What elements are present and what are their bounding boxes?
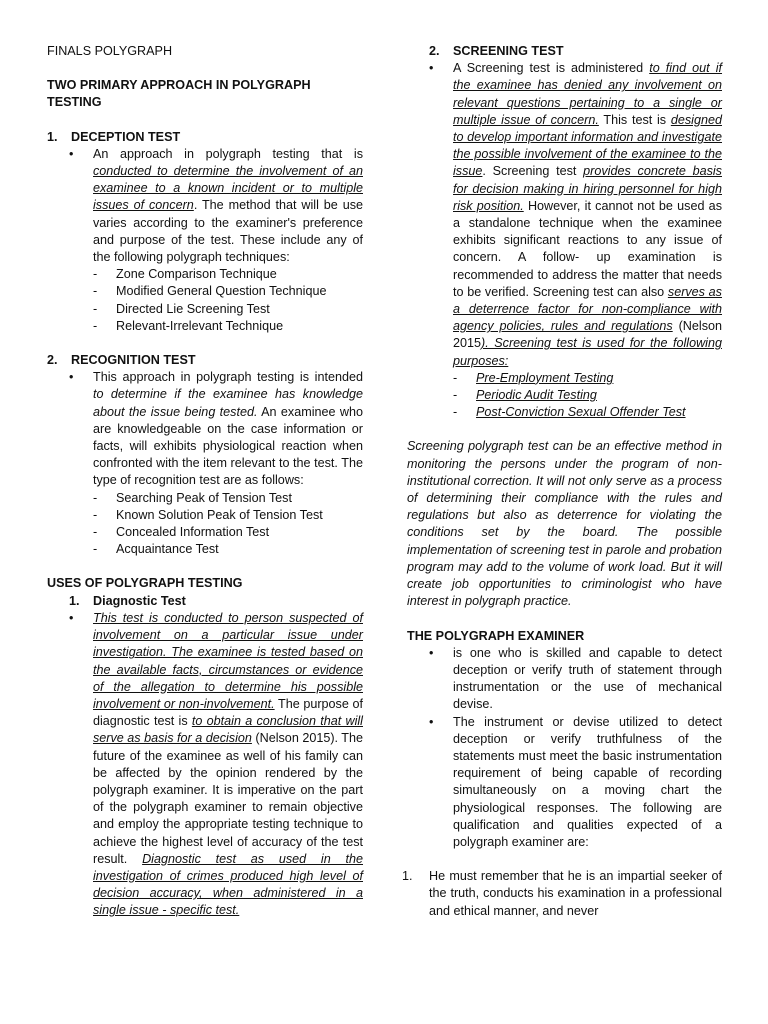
recognition-type-item: - Known Solution Peak of Tension Test bbox=[93, 507, 323, 522]
purpose-item: - Pre-Employment Testing bbox=[453, 370, 614, 385]
examiner-bullet: • is one who is skilled and capable to detect deception or verify truth of statement through instrumentation or the use of mechanical devise. bbox=[429, 645, 722, 712]
deception-test-heading: 1. DECEPTION TEST bbox=[47, 129, 181, 144]
recognition-test-heading: 2. RECOGNITION TEST bbox=[47, 353, 196, 368]
technique-item: - Zone Comparison Technique bbox=[93, 267, 277, 282]
recognition-type-item: - Concealed Information Test bbox=[93, 525, 270, 540]
uses-heading: USES OF POLYGRAPH TESTING bbox=[47, 576, 243, 591]
technique-item: - Directed Lie Screening Test bbox=[93, 301, 270, 316]
screening-paragraph: Screening polygraph test can be an effective method in monitoring the persons under the program of non-institutional correction. It will not only serve as a process of determining their compliance with the rules and regulations but also as deterrence for violating the conditions set by the board. The possible implementation of screening test in parole and probation program may add to the volume of work load. But it will create job opportunities to criminologist who have interest in polygraph practice. bbox=[407, 439, 722, 609]
right-column bbox=[402, 43, 723, 920]
examiner-heading: THE POLYGRAPH EXAMINER bbox=[407, 628, 585, 643]
screening-test-heading: 2. SCREENING TEST bbox=[429, 44, 564, 58]
bullet-icon: • bbox=[429, 645, 434, 660]
main-heading: TWO PRIMARY APPROACH IN POLYGRAPH TESTING bbox=[47, 78, 311, 110]
bullet-icon: • bbox=[429, 714, 434, 729]
diagnostic-test-bullet: • This test is conducted to person suspected of involvement on a particular issue under investigation. The examinee is tested based on the available facts, circumstances or evidence of the allegation to determine his possible involvement or non-involvement. The purpose of diagnostic test is to obtain a conclusion that will serve as basis for a decision (Nelson 2015). The future of the examinee as well of his family can be affected by the opinion rendered by the polygraph examiner. It is imperative on the part of the polygraph examiner to remain objective and employ the appropriate testing technique to achieve the highest level of accuracy of the test result. Diagnostic test as used in the investigation of crimes produced high level of decision accuracy, when administered in a single issue - specific test. bbox=[69, 610, 364, 918]
screening-test-bullet: • A Screening test is administered to find out if the examinee has denied any involvement on relevant questions pertaining to a single or multiple issue of concern. This test is designed to develop important information and investigate the possible involvement of the examinee to the issue. Screening test provides concrete basis for decision making in hiring personnel for high risk position. However, it cannot not be used as a standalone technique when the examinee exhibits significant reactions to any issue of concern. A follow- up examination is recommended to address the matter that needs to be verified. Screening test can also serves as a deterrence factor for non-compliance with agency policies, rules and regulations (Nelson 2015). Screening test is used for the following purposes: bbox=[429, 61, 723, 368]
qualification-item: 1. He must remember that he is an impartial seeker of the truth, conducts his examination in a professional and ethical manner, and never bbox=[402, 869, 722, 918]
diagnostic-test-heading: 1. Diagnostic Test bbox=[69, 593, 186, 608]
bullet-icon: • bbox=[69, 146, 74, 161]
recognition-type-item: - Acquaintance Test bbox=[93, 542, 219, 557]
recognition-test-bullet: • This approach in polygraph testing is intended to determine if the examinee has knowledge about the issue being tested. An examinee who are knowledgeable on the case information or facts, will exhibits physiological reaction when confronted with the item relevant to the test. The type of recognition test are as follows: bbox=[69, 370, 363, 488]
examiner-bullet: • The instrument or devise utilized to detect deception or verify truthfulness of the statements must meet the basic instrumentation requirement of being capable of recording simultaneously on a moving chart the physiological responses. The following are qualification and qualities expected of a polygraph examiner are: bbox=[429, 714, 722, 849]
bullet-icon: • bbox=[69, 370, 74, 385]
bullet-icon: • bbox=[69, 610, 74, 625]
technique-item: - Relevant-Irrelevant Technique bbox=[93, 318, 284, 333]
technique-item: - Modified General Question Technique bbox=[93, 284, 327, 299]
purpose-item: - Post-Conviction Sexual Offender Test bbox=[453, 405, 686, 420]
recognition-type-item: - Searching Peak of Tension Test bbox=[93, 490, 292, 505]
left-column bbox=[47, 43, 363, 920]
document-title: FINALS POLYGRAPH bbox=[47, 44, 173, 58]
bullet-icon: • bbox=[429, 61, 434, 76]
purpose-item: - Periodic Audit Testing bbox=[453, 388, 597, 403]
deception-test-bullet: • An approach in polygraph testing that is conducted to determine the involvement of an examinee to a known incident or to multiple issues of concern. The method that will be use varies according to the examiner's preference and purpose of the test. These include any of the following polygraph techniques: bbox=[69, 146, 363, 265]
